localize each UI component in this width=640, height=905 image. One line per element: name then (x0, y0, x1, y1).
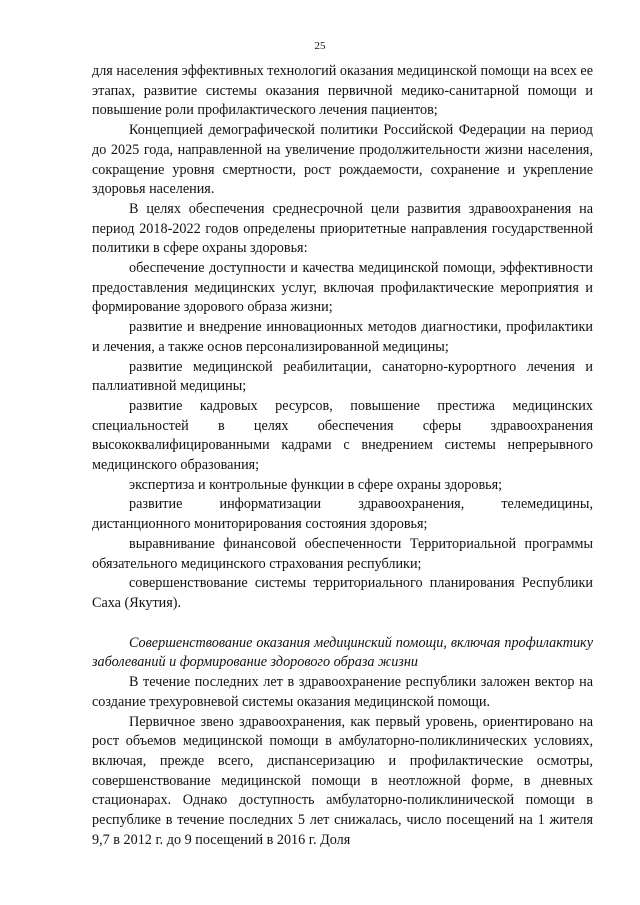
list-item: совершенствование системы территориального планирования Республики Саха (Якутия). (92, 575, 593, 611)
list-item: развитие кадровых ресурсов, повышение престижа медицинских специальностей в целях обеспечения сферы здравоохранения высококвалифицированными кадрами с внедрением системы непрерывного медицинского образования; (92, 397, 593, 474)
list-item: обеспечение доступности и качества медицинской помощи, эффективности предоставления медицинских услуг, включая профилактические мероприятия и формирование здорового образа жизни; (92, 260, 593, 316)
paragraph: Первичное звено здравоохранения, как первый уровень, ориентировано на рост объемов медицинской помощи в амбулаторно-поликлинических условиях, включая, прежде всего, диспансеризацию и профилактические осмотры, совершенствование медицинской помощи в неотложной форме, в дневных стационарах. Однако доступность амбулаторно-поликлинической помощи в республике в течение последних 5 лет снижалась, число посещений на 1 жителя 9,7 в 2012 г. до 9 посещений в 2016 г. Доля (92, 713, 593, 848)
list-item: экспертиза и контрольные функции в сфере охраны здоровья; (129, 476, 503, 493)
paragraph: для населения эффективных технологий оказания медицинской помощи на всех ее этапах, развитие системы оказания первичной медико-санитарной помощи и повышение роли профилактического лечения пациентов; (92, 63, 593, 119)
paragraph: В целях обеспечения среднесрочной цели развития здравоохранения на период 2018-2022 годов определены приоритетные направления государственной политики в сфере охраны здоровья: (92, 200, 593, 257)
paragraph: Концепцией демографической политики Российской Федерации на период до 2025 года, направленной на увеличение продолжительности жизни населения, сокращение уровня смертности, рост рождаемости, сохранение и укрепление здоровья населения. (92, 122, 593, 198)
paragraph: В течение последних лет в здравоохранение республики заложен вектор на создание трехуровневой системы оказания медицинской помощи. (92, 674, 593, 710)
list-item: развитие и внедрение инновационных методов диагностики, профилактики и лечения, а также основ персонализированной медицины; (92, 319, 593, 355)
document-body (92, 62, 593, 850)
list-item: развитие информатизации здравоохранения, телемедицины, дистанционного мониторирования состояния здоровья; (92, 496, 593, 533)
list-item: развитие медицинской реабилитации, санаторно-курортного лечения и паллиативной медицины; (92, 358, 593, 395)
page-number: 25 (314, 40, 326, 52)
section-heading: Совершенствование оказания медицинский помощи, включая профилактику заболеваний и формирование здорового образа жизни (92, 634, 593, 671)
list-item: выравнивание финансовой обеспеченности Территориальной программы обязательного медицинского страхования республики; (92, 535, 593, 572)
